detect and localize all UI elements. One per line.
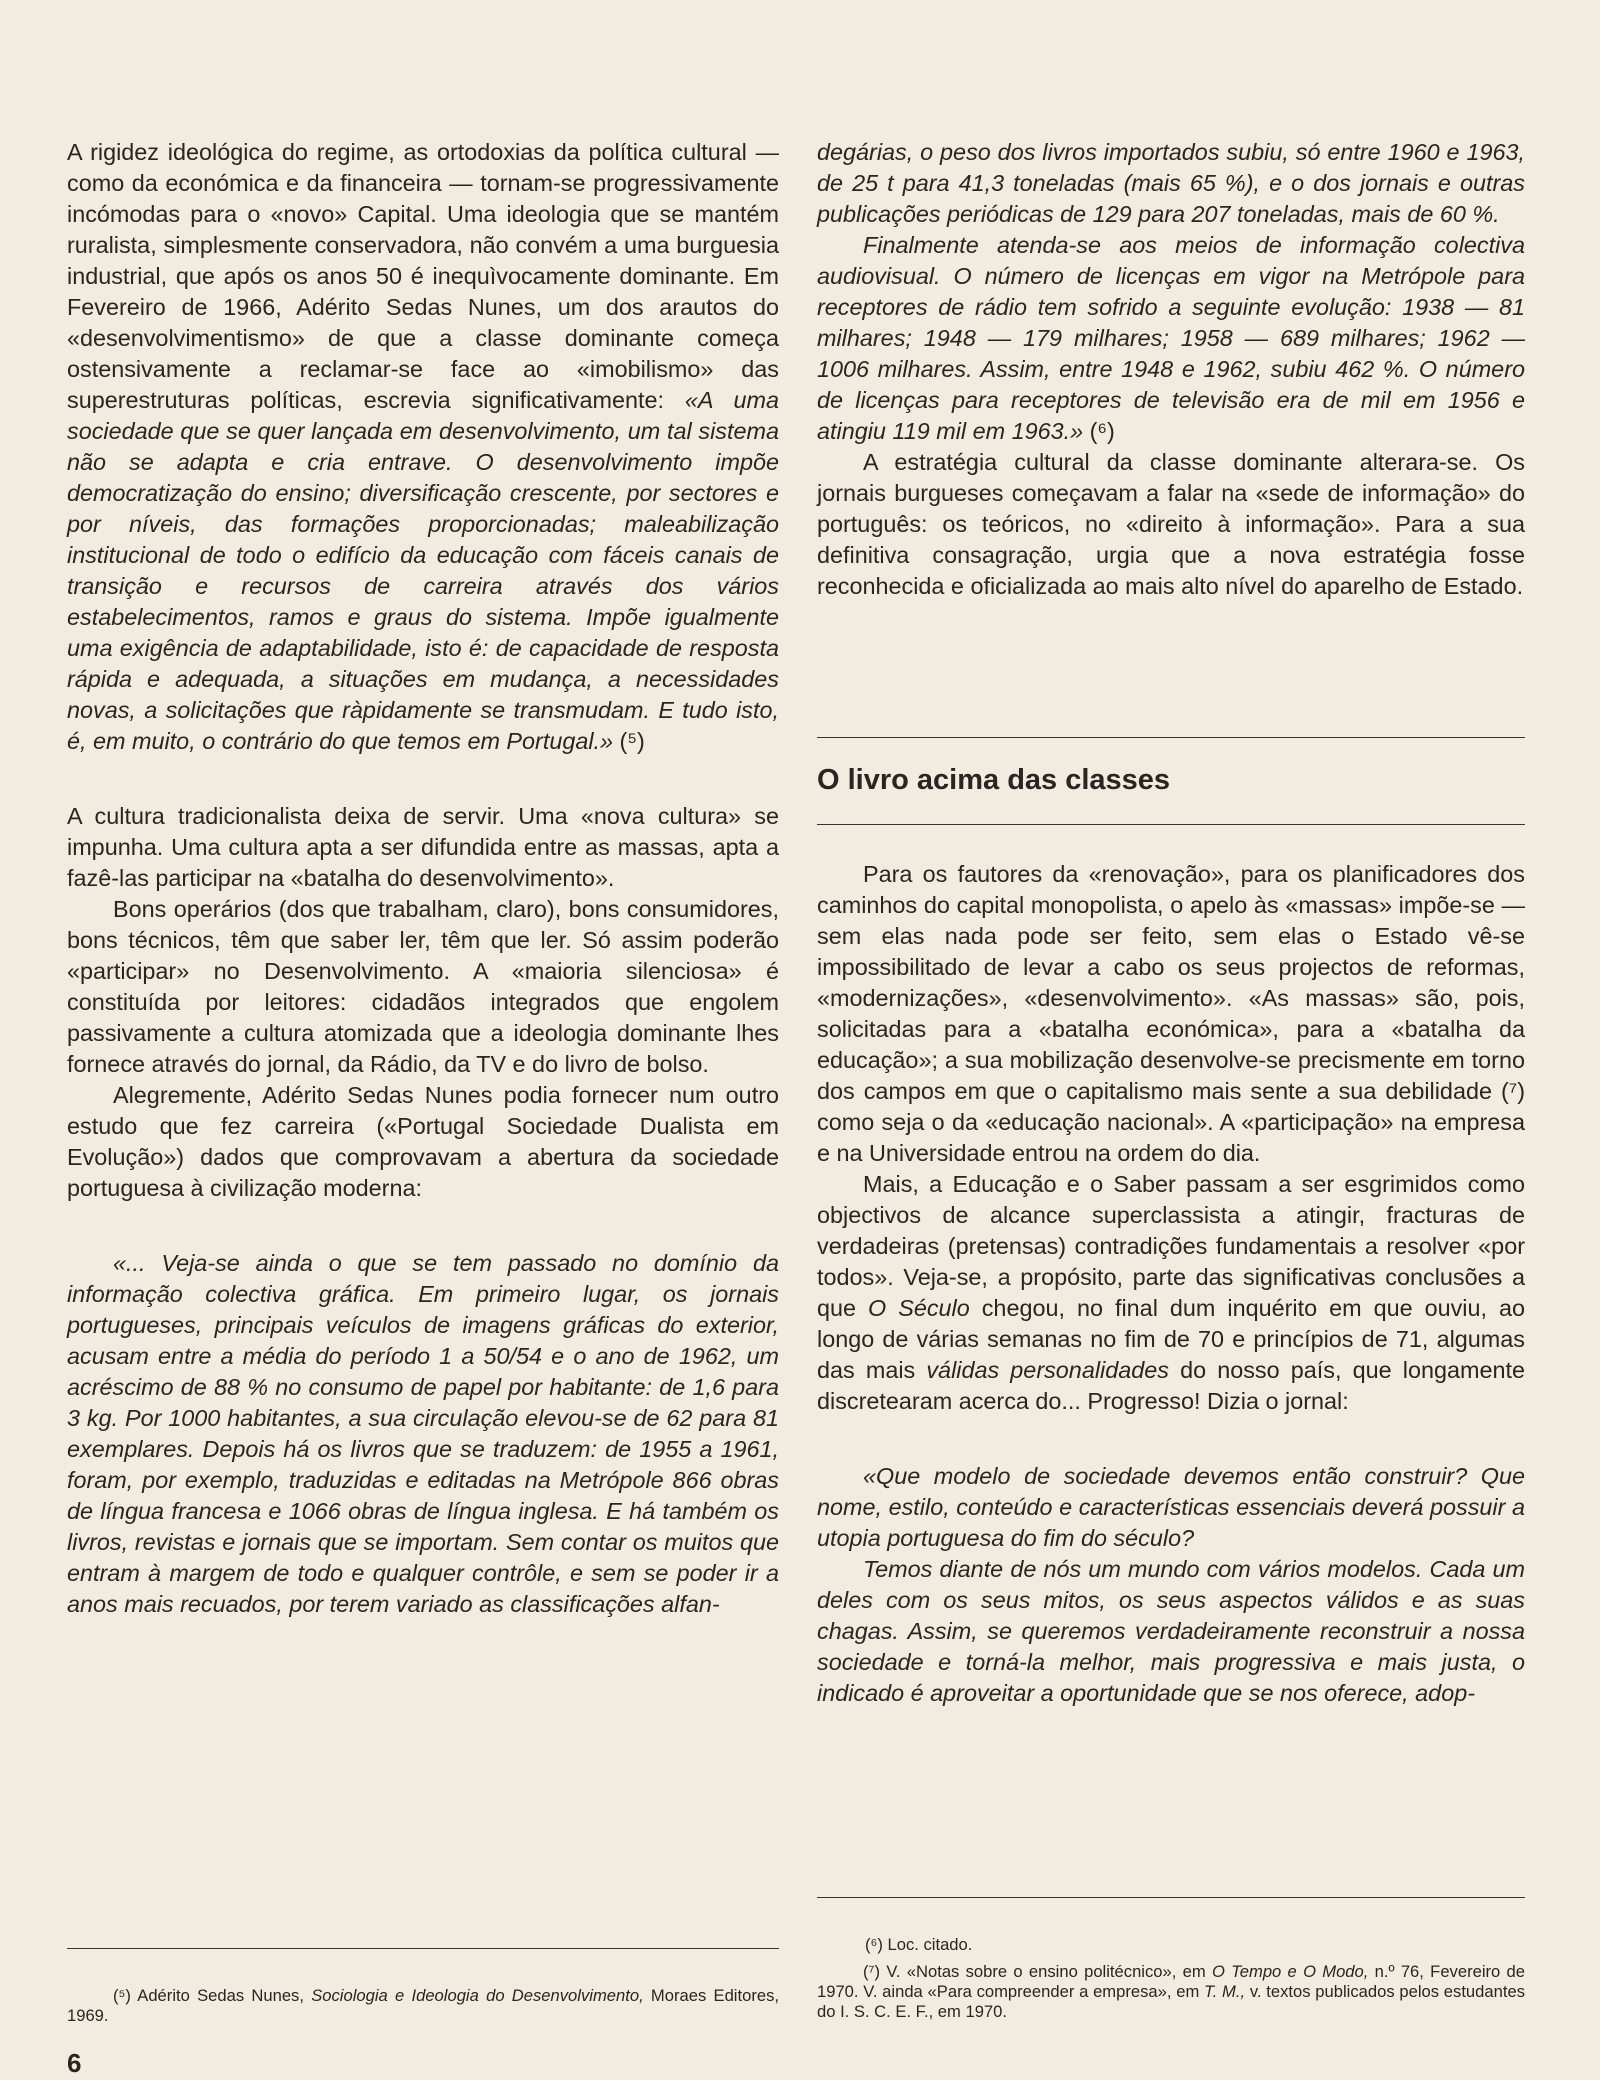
paragraph: A cultura tradicionalista deixa de servir. Uma «nova cultura» se impunha. Uma cultura apta a ser difundida entre as massas, apta a fazê-las participar na «batalha do desenvolvimento». xyxy=(67,803,779,891)
paragraph: Alegremente, Adérito Sedas Nunes podia fornecer num outro estudo que fez carreira («Portugal Sociedade Dualista em Evolução») dados que comprovavam a abertura da sociedade portuguesa à civilização moderna: xyxy=(67,1082,779,1201)
footnote-rule-left xyxy=(67,1948,779,1949)
heading-rule-top xyxy=(817,737,1525,738)
footnote-7: (⁷) V. «Notas sobre o ensino politécnico», em O Tempo e O Modo, n.º 76, Fevereiro de 1970. V. ainda «Para compreender a empresa», em T. M., v. textos publicados pelos estudantes do I. S. C. E. F., em 1970. xyxy=(817,1962,1526,2021)
heading-rule-bottom xyxy=(817,824,1525,825)
footnote-rule-right xyxy=(817,1897,1525,1898)
page-number: 6 xyxy=(67,2048,82,2078)
paragraph: Para os fautores da «renovação», para os planificadores dos caminhos do capital monopolista, o apelo às «massas» impõe-se — sem elas nada pode ser feito, sem elas o Estado vê-se impossibilitado de levar a cabo os seus projectos de reformas, «modernizações», «desenvolvimento». «As massas» são, pois, solicitadas para a «batalha económica», para a «batalha da educação»; a sua mobilização desenvolve-se precismente em torno dos campos em que o capitalismo mais sente a sua debilidade (⁷) como seja o da «educação nacional». A «participação» na empresa e na Universidade entrou na ordem do dia. xyxy=(817,861,1525,1166)
paragraph: A rigidez ideológica do regime, as ortodoxias da política cultural — como da económica e da financeira — tornam-se progressivamente incómodas para o «novo» Capital. Uma ideologia que se mantém ruralista, simplesmente conservadora, não convém a uma burguesia industrial, que após os anos 50 é inequìvocamente dominante. Em Fevereiro de 1966, Adérito Sedas Nunes, um dos arautos do «desenvolvimentismo» de que a classe dominante começa ostensivamente a reclamar-se face ao «imobilismo» das superestruturas políticas, escrevia significativamente: «A uma sociedade que se quer lançada em desenvolvimento, um tal sistema não se adapta e cria entrave. O desenvolvimento impõe democratização do ensino; diversificação crescente, por sectores e por níveis, das formações proporcionadas; maleabilização institucional de todo o edifício da educação com fáceis canais de transição e recursos de carreira através dos vários estabelecimentos, ramos e graus do sistema. Impõe igualmente uma exigência de adaptabilidade, isto é: de capacidade de resposta rápida e adequada, a situações em mudança, a necessidades novas, a solicitações que ràpidamente se transmudam. E tudo isto, é, em muito, o contrário do que temos em Portugal.» (⁵) xyxy=(67,139,780,754)
footnote-ref: (⁵) xyxy=(613,728,645,754)
quotation: «... Veja-se ainda o que se tem passado no domínio da informação colectiva gráfica. Em primeiro lugar, os jornais portugueses, principais veículos de imagens gráficas do exterior, acusam entre a média do período 1 a 50/54 e o ano de 1962, um acréscimo de 88 % no consumo de papel por habitante: de 1,6 para 3 kg. Por 1000 habitantes, a sua circulação elevou-se de 62 para 81 exemplares. Depois há os livros que se traduzem: de 1955 a 1961, foram, por exemplo, traduzidas e editadas na Metrópole 866 obras de língua francesa e 1066 obras de língua inglesa. E há também os livros, revistas e jornais que se importam. Sem contar os muitos que entram à margem de todo e qualquer contrôle, e sem se poder ir a anos mais recuados, por terem variado as classificações alfan- xyxy=(67,1250,779,1617)
quotation: degárias, o peso dos livros importados subiu, só entre 1960 e 1963, de 25 t para 41,3 toneladas (mais 65 %), e o dos jornais e outras publicações periódicas de 129 para 207 toneladas, mais de 60 %. xyxy=(817,139,1525,227)
right-column xyxy=(817,137,1525,602)
quotation: «A uma sociedade que se quer lançada em desenvolvimento, um tal sistema não se adapta e cria entrave. O desenvolvimento impõe democratização do ensino; diversificação crescente, por sectores e por níveis, das formações proporcionadas; maleabilização institucional de todo o edifício da educação com fáceis canais de transição e recursos de carreira através dos vários estabelecimentos, ramos e graus do sistema. Impõe igualmente uma exigência de adaptabilidade, isto é: de capacidade de resposta rápida e adequada, a situações em mudança, a necessidades novas, a solicitações que ràpidamente se transmudam. E tudo isto, é, em muito, o contrário do que temos em Portugal.» xyxy=(67,387,780,754)
footnote-ref: (⁶) xyxy=(1083,418,1115,444)
paragraph: Bons operários (dos que trabalham, claro), bons consumidores, bons técnicos, têm que saber ler, têm que ler. Só assim poderão «participar» no Desenvolvimento. A «maioria silenciosa» é constituída por leitores: cidadãos integrados que engolem passivamente a cultura atomizada que a ideologia dominante lhes fornece através do jornal, da Rádio, da TV e do livro de bolso. xyxy=(67,896,779,1077)
right-column-lower xyxy=(817,859,1525,1709)
emphasis: válidas personalidades xyxy=(926,1357,1169,1383)
quotation: «Que modelo de sociedade devemos então construir? Que nome, estilo, conteúdo e características essenciais deverá possuir a utopia portuguesa do fim do século? xyxy=(817,1463,1525,1551)
paragraph: Mais, a Educação e o Saber passam a ser esgrimidos como objectivos de alcance superclassista a atingir, fracturas de verdadeiras (pretensas) contradições fundamentais a resolver «por todos». Veja-se, a propósito, parte das significativas conclusões a que O Século chegou, no final dum inquérito em que ouviu, ao longo de várias semanas no fim de 70 e princípios de 71, algumas das mais válidas personalidades do nosso país, que longamente discretearam acerca do... Progresso! Dizia o jornal: xyxy=(817,1171,1526,1414)
section-heading: O livro acima das classes xyxy=(817,764,1171,796)
quotation-paragraph: Finalmente atenda-se aos meios de informação colectiva audiovisual. O número de licenças em vigor na Metrópole para receptores de rádio tem sofrido a seguinte evolução: 1938 — 81 milhares; 1948 — 179 milhares; 1958 — 689 milhares; 1962 — 1006 milhares. Assim, entre 1948 e 1962, subiu 462 %. O número de licenças para receptores de televisão era de mil em 1956 e atingiu 119 mil em 1963.» (⁶) xyxy=(817,232,1525,444)
paragraph: A estratégia cultural da classe dominante alterara-se. Os jornais burgueses começavam a falar na «sede de informação» do português: os teóricos, no «direito à informação». Para a sua definitiva consagração, urgia que a nova estratégia fosse reconhecida e oficializada ao mais alto nível do aparelho de Estado. xyxy=(817,449,1525,599)
left-column xyxy=(67,137,779,1620)
newspaper-title: O Século xyxy=(868,1295,970,1321)
quotation: Temos diante de nós um mundo com vários modelos. Cada um deles com os seus mitos, os seus aspectos válidos e as suas chagas. Assim, se queremos verdadeiramente reconstruir a nossa sociedade e torná-la melhor, mais progressiva e mais justa, o indicado é aproveitar a oportunidade que se nos oferece, adop- xyxy=(817,1556,1525,1706)
footnote-6: (⁶) Loc. citado. xyxy=(865,1935,973,1954)
footnote-5: (⁵) Adérito Sedas Nunes, Sociologia e Ideologia do Desenvolvimento, Moraes Editores, 1969. xyxy=(67,1986,779,2025)
